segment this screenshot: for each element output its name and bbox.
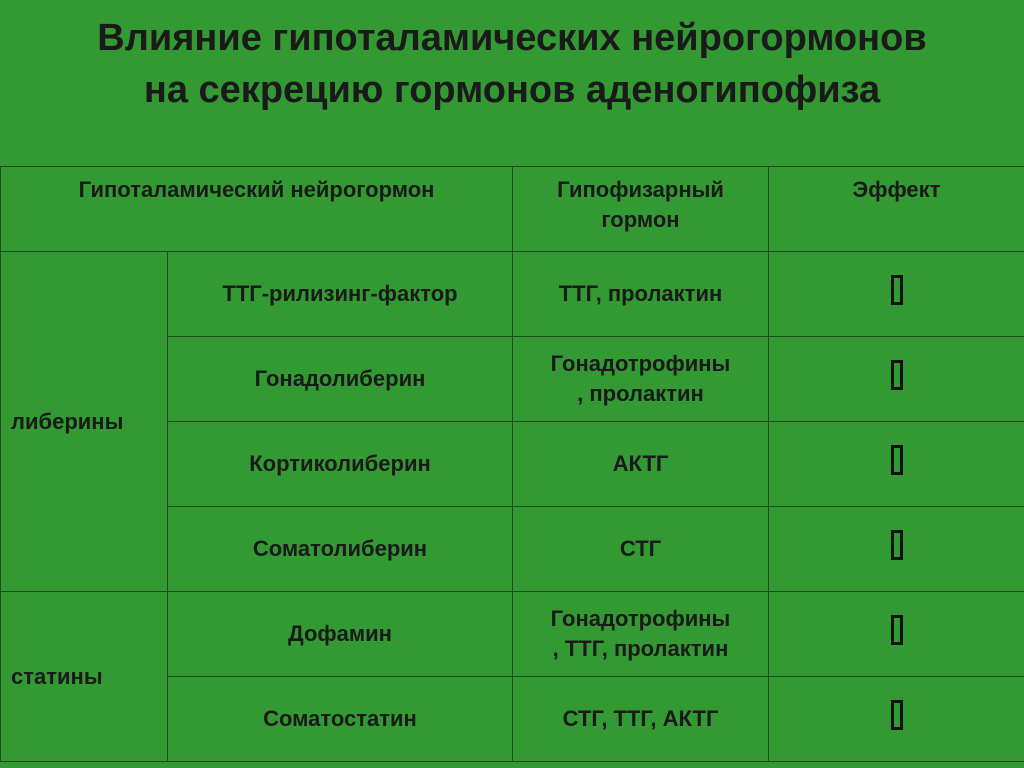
pituitary-hormone-cell (513, 592, 769, 677)
pituitary-hormone-cell (513, 677, 769, 762)
effect-cell (769, 337, 1024, 422)
pituitary-line-2: , пролактин (577, 381, 704, 406)
title-line-2: на секрецию гормонов аденогипофиза (143, 69, 881, 111)
arrow-up-icon (891, 445, 903, 475)
effect-cell (769, 422, 1024, 507)
arrow-up-icon (891, 275, 903, 305)
arrow-up-icon (891, 360, 903, 390)
pituitary-line-1: ТТГ, пролактин (558, 281, 723, 306)
neurohormone-cell: Дофамин (168, 592, 513, 677)
neurohormone-cell: Соматостатин (168, 677, 513, 762)
pituitary-hormone-cell (513, 507, 769, 592)
neurohormone-cell: Кортиколиберин (168, 422, 513, 507)
header-pituitary-hormone (513, 167, 769, 252)
effect-cell (769, 252, 1024, 337)
header-neurohormone: Гипоталамический нейрогормон (1, 167, 513, 252)
arrow-down-icon (891, 615, 903, 645)
neurohormone-cell: ТТГ-рилизинг-фактор (168, 252, 513, 337)
header-pituitary-line-2: гормон (601, 207, 680, 232)
header-effect: Эффект (769, 167, 1024, 252)
effect-cell (769, 507, 1024, 592)
group-label-liberins: либерины (1, 252, 168, 592)
pituitary-line-1: СТГ (619, 536, 662, 561)
pituitary-hormone-cell (513, 337, 769, 422)
pituitary-line-1: Гонадотрофины (550, 351, 731, 376)
hormone-table (0, 166, 1024, 762)
table-header-row (1, 167, 1024, 252)
table-row (1, 252, 1024, 337)
pituitary-hormone-cell (513, 422, 769, 507)
pituitary-line-1: Гонадотрофины (550, 606, 731, 631)
effect-cell (769, 677, 1024, 762)
header-pituitary-line-1: Гипофизарный (557, 177, 724, 202)
table-row (1, 592, 1024, 677)
arrow-up-icon (891, 530, 903, 560)
title-line-1: Влияние гипоталамических нейрогормонов (97, 17, 927, 59)
pituitary-line-1: АКТГ (612, 451, 669, 476)
effect-cell (769, 592, 1024, 677)
arrow-down-icon (891, 700, 903, 730)
slide-title (0, 12, 1024, 116)
neurohormone-cell: Соматолиберин (168, 507, 513, 592)
group-label-statins: статины (1, 592, 168, 762)
neurohormone-cell: Гонадолиберин (168, 337, 513, 422)
pituitary-hormone-cell (513, 252, 769, 337)
pituitary-line-1: СТГ, ТТГ, АКТГ (562, 706, 719, 731)
pituitary-line-2: , ТТГ, пролактин (552, 636, 729, 661)
